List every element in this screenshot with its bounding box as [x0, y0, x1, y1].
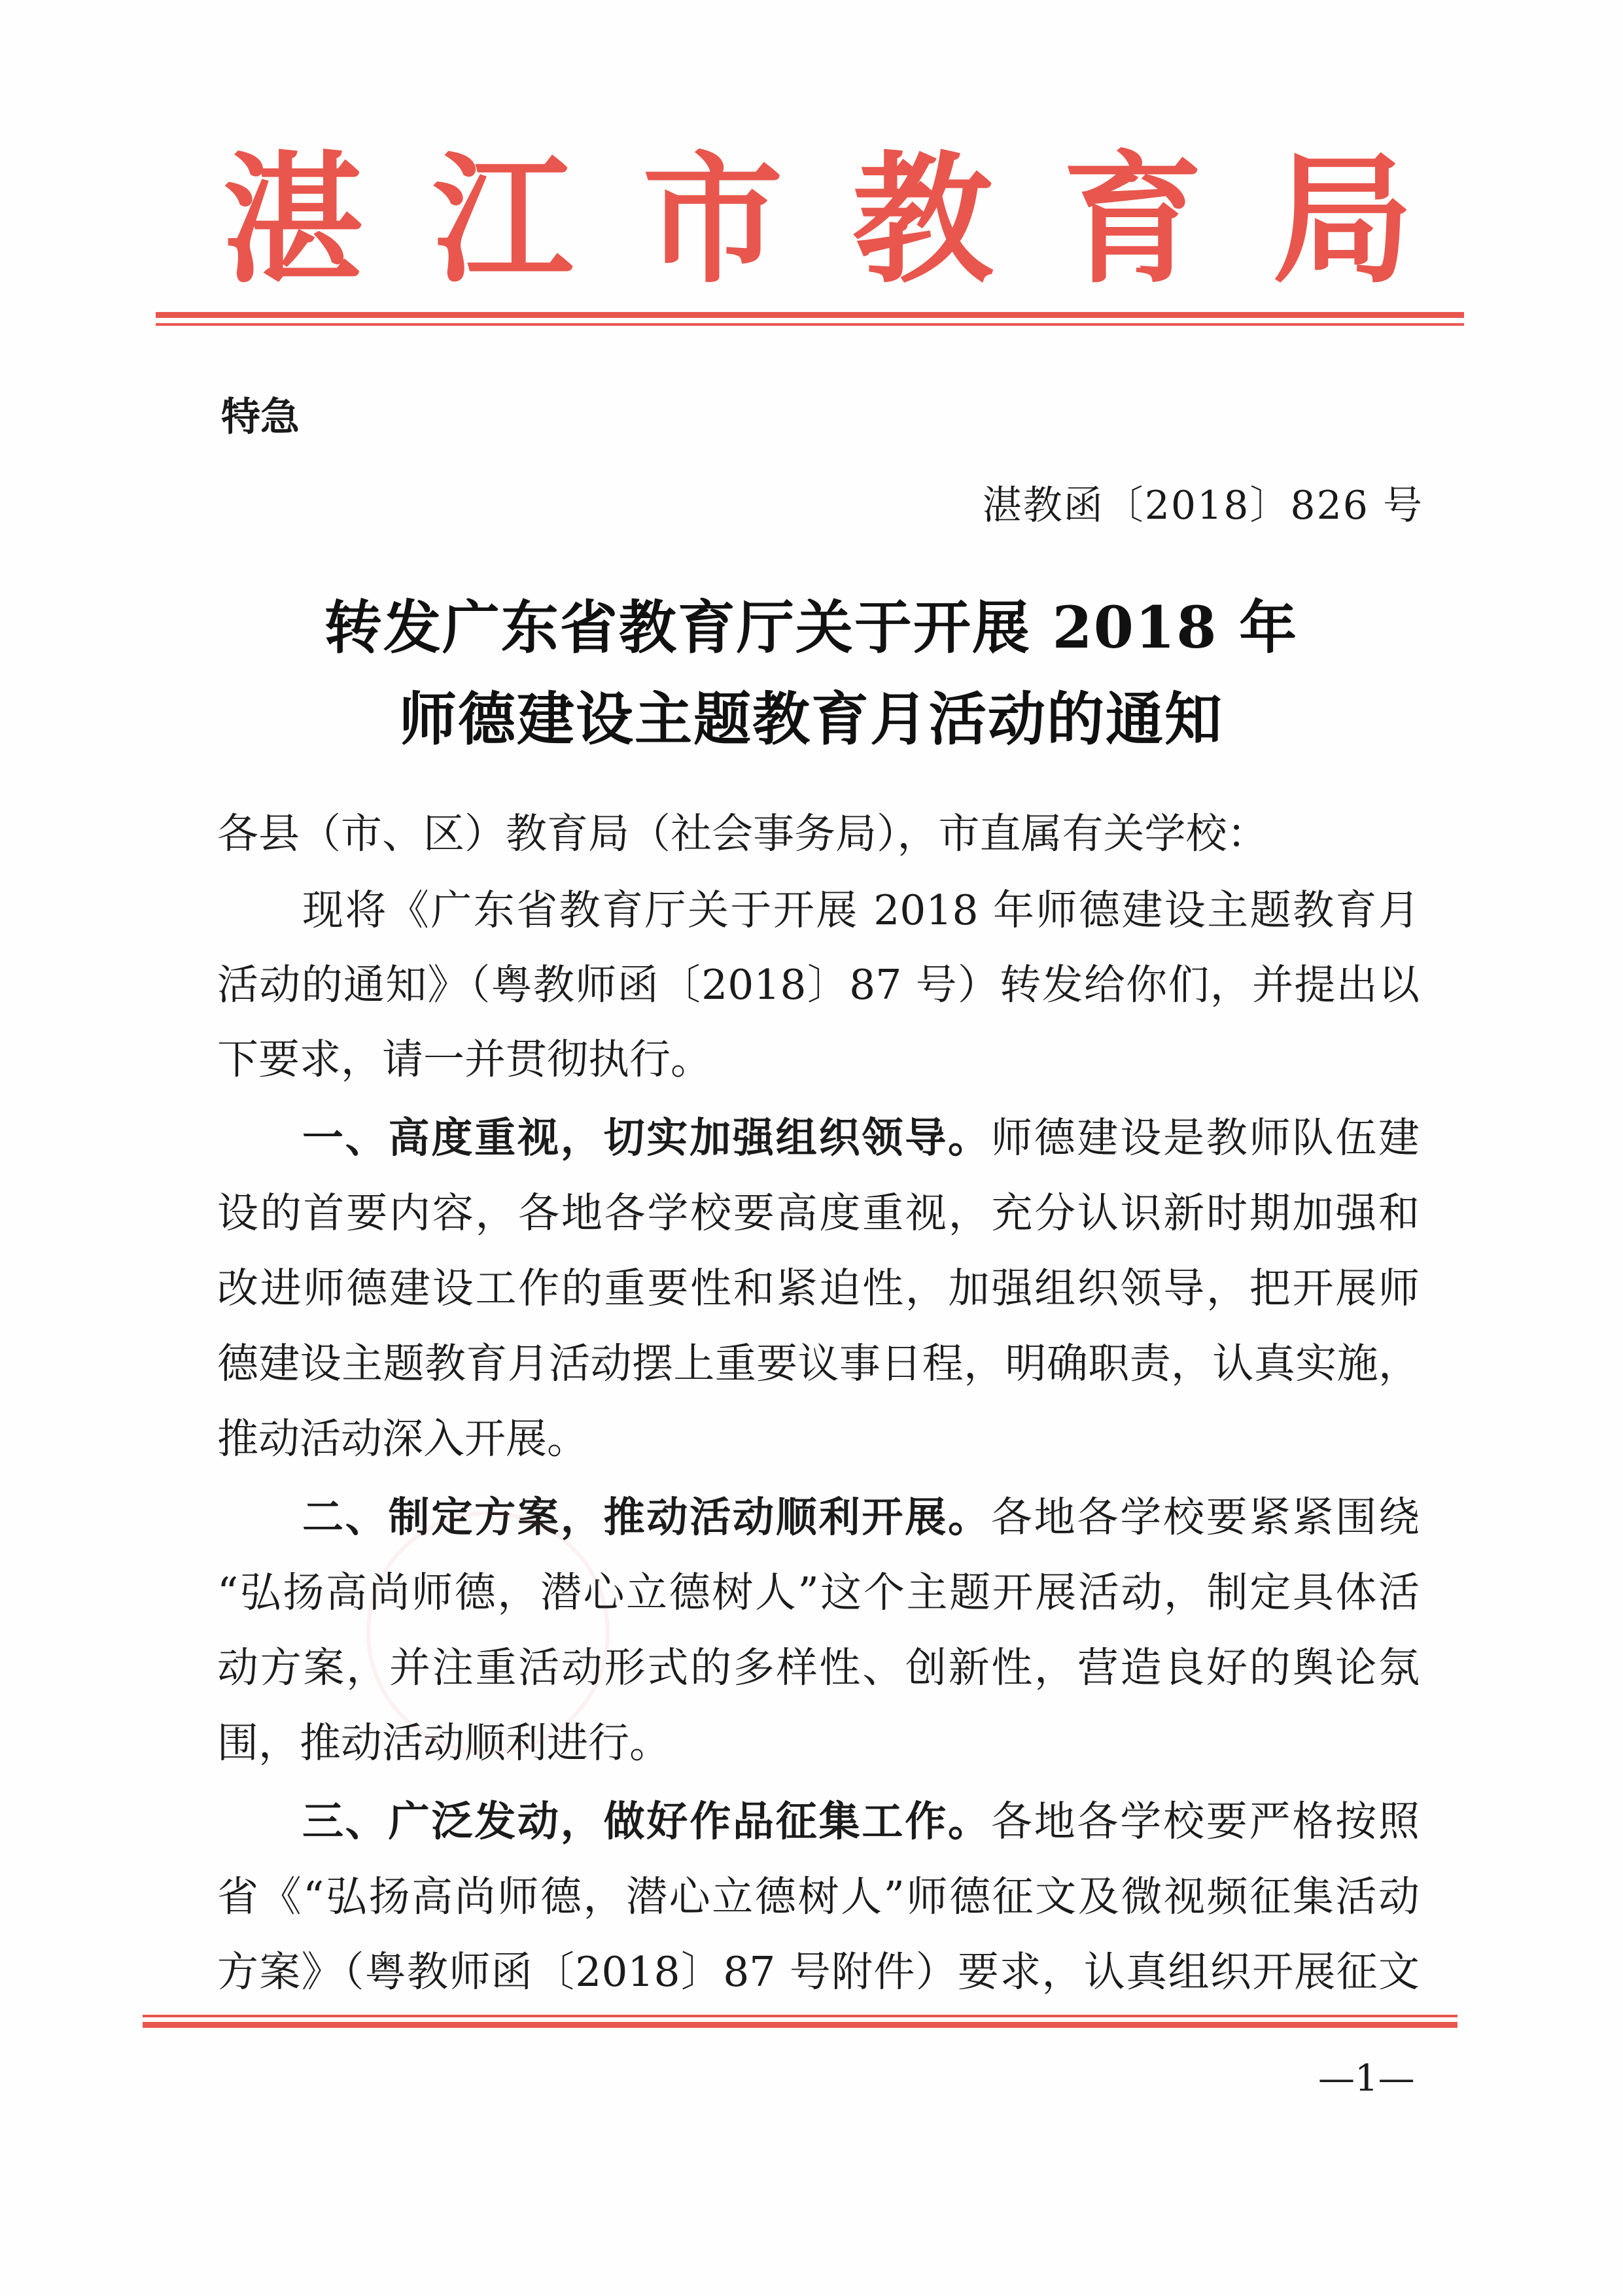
- section-1-line: 设的首要内容，各地各学校要高度重视，充分认识新时期加强和: [217, 1189, 1420, 1237]
- section-1-line: 推动活动深入开展。: [217, 1415, 588, 1463]
- section-1-text: 师德建设是教师队伍建: [990, 1114, 1420, 1162]
- masthead-rule-thick: [156, 312, 1464, 318]
- document-number: 湛教函〔2018〕826 号: [982, 483, 1423, 529]
- section-1-first-line: [302, 1114, 1420, 1162]
- faint-seal-mark: [366, 1511, 610, 1754]
- section-3-heading: 三、广泛发动，做好作品征集工作。: [302, 1798, 991, 1845]
- section-3-line: 省《“弘扬高尚师德，潜心立德树人”师德征文及微视频征集活动: [217, 1873, 1420, 1921]
- masthead-char: 市: [642, 136, 783, 302]
- footer-rule-thick: [143, 2022, 1457, 2028]
- section-1-heading: 一、高度重视，切实加强组织领导。: [302, 1114, 991, 1162]
- intro-line: 现将《广东省教育厅关于开展 2018 年师德建设主题教育月: [302, 886, 1420, 934]
- masthead-char: 育: [1062, 136, 1203, 302]
- masthead-char: 教: [852, 136, 993, 302]
- section-1-line: 改进师德建设工作的重要性和紧迫性，加强组织领导，把开展师: [217, 1264, 1420, 1312]
- footer-rule-thin: [143, 2015, 1457, 2017]
- section-2-heading: 二、制定方案，推动活动顺利开展。: [302, 1493, 991, 1541]
- salutation: 各县（市、区）教育局（社会事务局），市直属有关学校：: [217, 810, 1268, 858]
- document-title-line-2: 师德建设主题教育月活动的通知: [398, 685, 1223, 753]
- masthead-rule-thin: [156, 323, 1464, 326]
- intro-line: 下要求，请一并贯彻执行。: [217, 1035, 712, 1083]
- section-3-line: 方案》（粤教师函〔2018〕87 号附件）要求，认真组织开展征文: [217, 1948, 1420, 1996]
- section-1-line: 德建设主题教育月活动摆上重要议事日程，明确职责，认真实施，: [217, 1340, 1420, 1387]
- intro-line: 活动的通知》（粤教师函〔2018〕87 号）转发给你们，并提出以: [217, 961, 1420, 1009]
- page-number: —1—: [1318, 2057, 1415, 2100]
- masthead-char: 湛: [222, 136, 363, 302]
- section-2-line: 动方案，并注重活动形式的多样性、创新性，营造良好的舆论氛: [217, 1644, 1420, 1692]
- section-2-line: 围，推动活动顺利进行。: [217, 1719, 671, 1767]
- masthead: [222, 134, 1413, 304]
- masthead-char: 江: [432, 136, 573, 302]
- document-title-line-1: 转发广东省教育厅关于开展 2018 年: [324, 593, 1299, 661]
- section-2-text: 各地各学校要紧紧围绕: [990, 1493, 1420, 1541]
- urgency-label: 特急: [221, 394, 300, 440]
- masthead-char: 局: [1272, 136, 1413, 302]
- section-2-line: “弘扬高尚师德，潜心立德树人”这个主题开展活动，制定具体活: [217, 1569, 1420, 1616]
- section-3-text: 各地各学校要严格按照: [990, 1798, 1420, 1845]
- section-3-first-line: [302, 1798, 1420, 1845]
